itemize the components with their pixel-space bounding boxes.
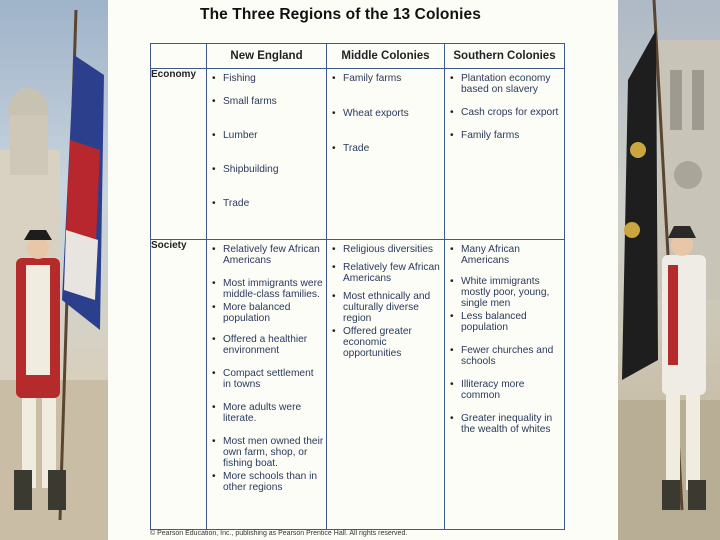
right-soldier-illustration	[618, 0, 720, 540]
list-item: • Most ethnically and culturally diverse region	[331, 291, 442, 324]
list-item: • More balanced population	[211, 302, 324, 324]
list-item: • Family farms	[449, 130, 562, 141]
list-item: • Shipbuilding	[211, 164, 324, 175]
cell-society-middle-colonies	[327, 240, 445, 530]
cell-economy-new-england	[207, 69, 327, 240]
list-item: • White immigrants mostly poor, young, single men	[449, 276, 562, 309]
colonies-table	[150, 43, 565, 530]
list-item: • Offered greater economic opportunities	[331, 326, 442, 359]
list-item: • Greater inequality in the wealth of whites	[449, 413, 562, 435]
chart-panel	[108, 0, 618, 540]
list-item: • Compact settlement in towns	[211, 368, 324, 390]
table-row-society	[151, 240, 565, 530]
list-item: • Offered a healthier environment	[211, 334, 324, 356]
column-header-southern-colonies: Southern Colonies	[445, 44, 565, 69]
bullet-list	[445, 240, 564, 435]
list-item: • More schools than in other regions	[211, 471, 324, 493]
list-item: • Less balanced population	[449, 311, 562, 333]
column-header-new-england: New England	[207, 44, 327, 69]
list-item: • Many African Americans	[449, 244, 562, 266]
cell-society-southern-colonies	[445, 240, 565, 530]
list-item: • Most men owned their own farm, shop, or fishing boat.	[211, 436, 324, 469]
column-header-middle-colonies: Middle Colonies	[327, 44, 445, 69]
list-item: • Relatively few African Americans	[331, 262, 442, 284]
list-item: • Trade	[211, 198, 324, 209]
cell-economy-middle-colonies	[327, 69, 445, 240]
list-item: • Family farms	[331, 73, 442, 84]
bullet-list	[207, 69, 326, 209]
cell-economy-southern-colonies	[445, 69, 565, 240]
list-item: • Relatively few African Americans	[211, 244, 324, 266]
list-item: • Small farms	[211, 96, 324, 107]
bullet-list	[207, 240, 326, 493]
list-item: • Lumber	[211, 130, 324, 141]
corner-cell	[151, 44, 207, 69]
list-item: • Most immigrants were middle-class families.	[211, 278, 324, 300]
chart-title: The Three Regions of the 13 Colonies	[200, 6, 481, 23]
list-item: • Fewer churches and schools	[449, 345, 562, 367]
bullet-list	[327, 240, 444, 359]
header-row	[151, 44, 565, 69]
cell-society-new-england	[207, 240, 327, 530]
list-item: • Plantation economy based on slavery	[449, 73, 562, 95]
row-header-economy: Economy	[151, 69, 207, 240]
copyright-footer: © Pearson Education, Inc., publishing as Pearson Prentice Hall. All rights reserved.	[150, 530, 408, 537]
list-item: • Trade	[331, 143, 442, 154]
table-row-economy	[151, 69, 565, 240]
list-item: • Cash crops for export	[449, 107, 562, 118]
list-item: • Illiteracy more common	[449, 379, 562, 401]
list-item: • More adults were literate.	[211, 402, 324, 424]
list-item: • Fishing	[211, 73, 324, 84]
list-item: • Religious diversities	[331, 244, 442, 255]
bullet-list	[445, 69, 564, 141]
left-soldier-illustration	[0, 0, 108, 540]
list-item: • Wheat exports	[331, 108, 442, 119]
row-header-society: Society	[151, 240, 207, 530]
bullet-list	[327, 69, 444, 154]
